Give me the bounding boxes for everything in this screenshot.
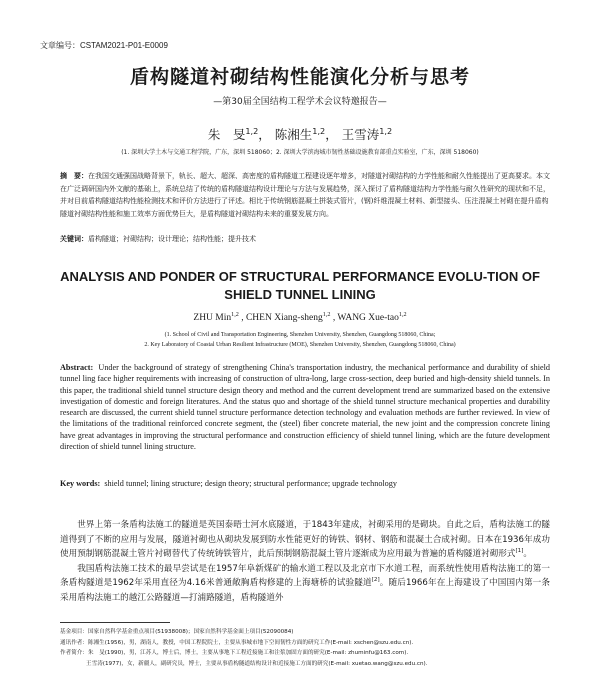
chinese-authors: 朱 旻$^{1,2}$， 陈湘生$^{1,2}$， 王雪涛$^{1,2}$ — [207, 125, 393, 142]
footnote-author-bio: 作者简介：朱 旻(1990)，男，江苏人，博士后，博士，主要从事地下工程近接施工和注浆加固方面的研究(E-mail: zhuminfu@163.com). — [60, 650, 409, 656]
body-paragraph-text: 我国盾构法施工技术的最早尝试是在1957年阜新煤矿的输水道工程以及北京市下水道工程，而系统性使用盾构法施工的第一条盾构隧道是1962年采用直径为4.16米普通敞胸盾构修建的上海塘桥的试验隧道 — [60, 563, 550, 589]
chinese-abstract-text: 在我国交通强国战略背景下，轨长、超大、超深、高密度的盾构隧道工程建设逐年增多，对隧道衬砌结构的力学性能和耐久性能提出了更高要求。本文在广泛调研国内外文献的基础上，系统总结了传统的盾构隧道结构设计理论与方法与发展趋势，深入探讨了盾构隧道结构力学性能与耐久性研究的现状和不足，并对目前盾构隧道结构性能检测技术和评价方法进行了评述。相比于传统钢筋混凝土拼装式管片，(钢)纤维混凝土材料、新型接头、压注混凝土衬砌在提升盾构隧道衬砌结构性能和施工效率方面优势巨大，是盾构隧道衬砌结构未来的重要发展方向。 — [60, 172, 550, 218]
footnote-corresponding-author: 通讯作者：陈湘生(1956)，男，湖南人，教授，中国工程院院士，主要从事城市地下空间韧性方面的研究工作(E-mail: xschen@szu.edu.cn). — [60, 639, 414, 646]
author-affil-mark: 1,2 — [312, 125, 326, 136]
author-name: 朱 旻 — [207, 127, 246, 142]
body-paragraph — [60, 518, 550, 562]
author-affil-mark: 1,2 — [379, 125, 393, 136]
author-name: 王雪涛 — [341, 127, 380, 142]
chinese-title: 盾构隧道衬砌结构性能演化分析与思考 — [129, 66, 470, 88]
citation-ref: [2] — [371, 577, 380, 584]
english-title: ANALYSIS AND PONDER OF STRUCTURAL PERFORMANCE EVOLU-TION OF SHIELD TUNNEL LINING — [60, 269, 540, 302]
english-affiliation-1: (1. School of Civil and Transportation Engineering, Shenzhen University, Shenzhen, Guangdong 518060, China; — [164, 332, 436, 338]
chinese-abstract — [60, 170, 550, 220]
chinese-abstract-label: 摘 要： — [60, 172, 88, 180]
footnote-divider — [60, 622, 170, 623]
body-paragraph — [60, 562, 550, 606]
english-abstract-text: Under the background of strategy of strengthening China's transportation industry, the mechanical performance and durability of shield tunnel ling face higher requirements with increasing of construction of ultra-long, large cross-section, deep buried and high-density shield tunnels. In this paper, the traditional shield tunnel structure design theory and method and the current development trend are summarized based on the extensive investigation of domestic and foreign literatures. And the status quo and shortage of the shield tunnel structure mechanical properties and durability research are discussed, the current shield tunnel structure performance detection technology and evaluation methods are further reviewed. In view of the limitations of the traditional reinforced concrete segment, the (steel) fiber concrete material, the new joint and the compression concrete lining have great advantages in improving the structural performance and construction efficiency of shield tunnel lining, which are the future development direction of shield tunnel lining structure. — [60, 363, 550, 452]
author-affil-mark: 1,2 — [231, 311, 239, 318]
english-keywords — [60, 479, 550, 488]
chinese-affiliations: (1. 深圳大学土木与交通工程学院，广东，深圳 518060；2. 深圳大学滨海城市韧性基础设施教育部重点实验室，广东，深圳 518060) — [121, 149, 479, 156]
footnote-author-bio: 王雪涛(1977)，女，新疆人，副研究员，博士，主要从事盾构隧道结构设计和近接施工方面的研究(E-mail: xuetao.wang@szu.edu.cn). — [86, 660, 428, 667]
chinese-keywords-text: 盾构隧道；衬砌结构；设计理论；结构性能；提升技术 — [88, 235, 256, 243]
article-number: 文章编号：CSTAM2021-P01-E0009 — [40, 41, 168, 50]
citation-ref: [1] — [515, 548, 524, 555]
author-name: CHEN Xiang-sheng — [245, 313, 323, 323]
body-paragraph-end: 。 — [523, 549, 532, 560]
body-paragraph-text: 世界上第一条盾构法施工的隧道是英国泰晤士河水底隧道，于1843年建成，衬砌采用的是砌块。自此之后，盾构法施工的隧道得到了不断的应用与发展，隧道衬砌也从砌块发展到防水性能更好的铸铁、钢材、钢筋和混凝土合成衬砌。日本在1936年成功使用预制钢筋混凝土管片衬砌替代了传统铸铁管片，此后预制钢筋混凝土管片逐渐成为应用最为普遍的盾构隧道衬砌形式 — [60, 520, 550, 560]
footnotes — [60, 627, 560, 669]
english-authors: ZHU Min$^{1,2}$ , CHEN Xiang-sheng$^{1,2}$ , WANG Xue-tao$^{1,2}$ — [193, 311, 407, 323]
english-abstract-label: Abstract: — [60, 363, 94, 372]
chinese-keywords-label: 关键词： — [60, 235, 88, 243]
footnote-fund: 基金项目：国家自然科学基金重点项目(51938008)；国家自然科学基金面上项目(52090084) — [60, 629, 294, 635]
chinese-keywords — [60, 234, 550, 244]
english-abstract — [60, 362, 550, 452]
english-keywords-label: Key words: — [60, 479, 101, 488]
author-affil-mark: 1,2 — [322, 311, 331, 318]
english-affiliations — [20, 330, 580, 350]
chinese-subtitle: —第30届全国结构工程学术会议特邀报告— — [213, 97, 387, 107]
english-keywords-text: shield tunnel; lining structure; design theory; structural performance; upgrade technology — [104, 479, 397, 488]
author-name: ZHU Min — [193, 313, 232, 323]
author-affil-mark: 1,2 — [398, 311, 407, 318]
author-name: 陈湘生 — [274, 127, 313, 142]
author-affil-mark: 1,2 — [245, 125, 259, 136]
english-affiliation-2: 2. Key Laboratory of Coastal Urban Resilient Infrastructure (MOE), Shenzhen University, Shenzhen, Guangdong 518060, China) — [144, 342, 456, 348]
author-name: WANG Xue-tao — [337, 313, 399, 323]
body-paragraph-end: 。随后1966年在上海建设了中国国内第一条采用盾构法施工的越江公路隧道—打浦路隧道，盾构隧道外 — [60, 578, 550, 603]
body-text — [60, 518, 550, 606]
